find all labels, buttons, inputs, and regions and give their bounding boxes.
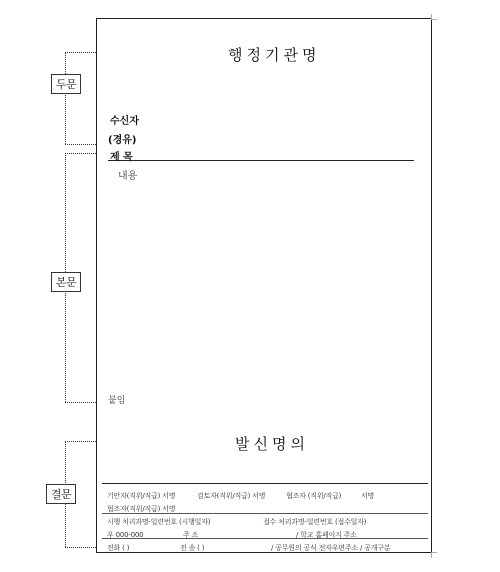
section-label-conclusion: 결문: [46, 484, 76, 504]
agency-name-title: 행정기관명: [228, 46, 321, 64]
footer-address: 주 소: [183, 531, 199, 539]
head-bracket-top: [65, 52, 96, 53]
section-label-body: 본문: [51, 272, 81, 292]
head-bracket-line: [65, 52, 66, 144]
conclusion-bracket-bottom: [65, 547, 96, 548]
document-frame: [96, 18, 432, 553]
subject-underline: [108, 160, 414, 161]
footer-drafter: 기안자(직위/직급) 서명: [107, 492, 176, 500]
footer-receipt: 접수 처리과명-일련번호 (접수일자): [263, 518, 367, 526]
footer-homepage: / 학교 홈페이지 주소: [296, 531, 357, 539]
via-label: (경유): [108, 135, 137, 146]
footer-enforcement: 시행 처리과명-일련번호 (시행일자): [107, 518, 211, 526]
footer-fax: 전 송 ( ): [180, 544, 205, 552]
content-label: 내용: [118, 171, 138, 182]
footer-phone: 전화 ( ): [107, 544, 130, 552]
footer-cooperator: 협조자 (직위/직급): [286, 492, 342, 500]
footer-email-disclosure: / 공무원의 공식 전자우편주소 / 공개구분: [271, 544, 391, 552]
attachment-label: 붙임: [108, 396, 126, 406]
body-bracket-top: [65, 153, 96, 154]
footer-top-rule: [102, 483, 428, 484]
footer-postal-code: 우 000-000: [107, 531, 144, 539]
conclusion-bracket-top: [65, 441, 96, 442]
recipient-label: 수신자: [110, 116, 139, 127]
footer-cooperator-sign: 서명: [361, 492, 375, 500]
subject-label: 제 목: [110, 152, 133, 163]
body-bracket-bottom: [65, 402, 96, 403]
footer-bottom-rule: [102, 538, 428, 539]
head-bracket-bottom: [65, 144, 96, 145]
corner-mark-top-right: [431, 14, 437, 20]
section-label-head: 두문: [51, 74, 81, 94]
footer-reviewer: 검토자(직위/직급) 서명: [197, 492, 266, 500]
corner-mark-bottom-right: [431, 552, 437, 558]
sender-name: 발신명의: [235, 435, 309, 453]
footer-cooperator-2: 협조자(직위/직급) 서명: [107, 505, 176, 513]
